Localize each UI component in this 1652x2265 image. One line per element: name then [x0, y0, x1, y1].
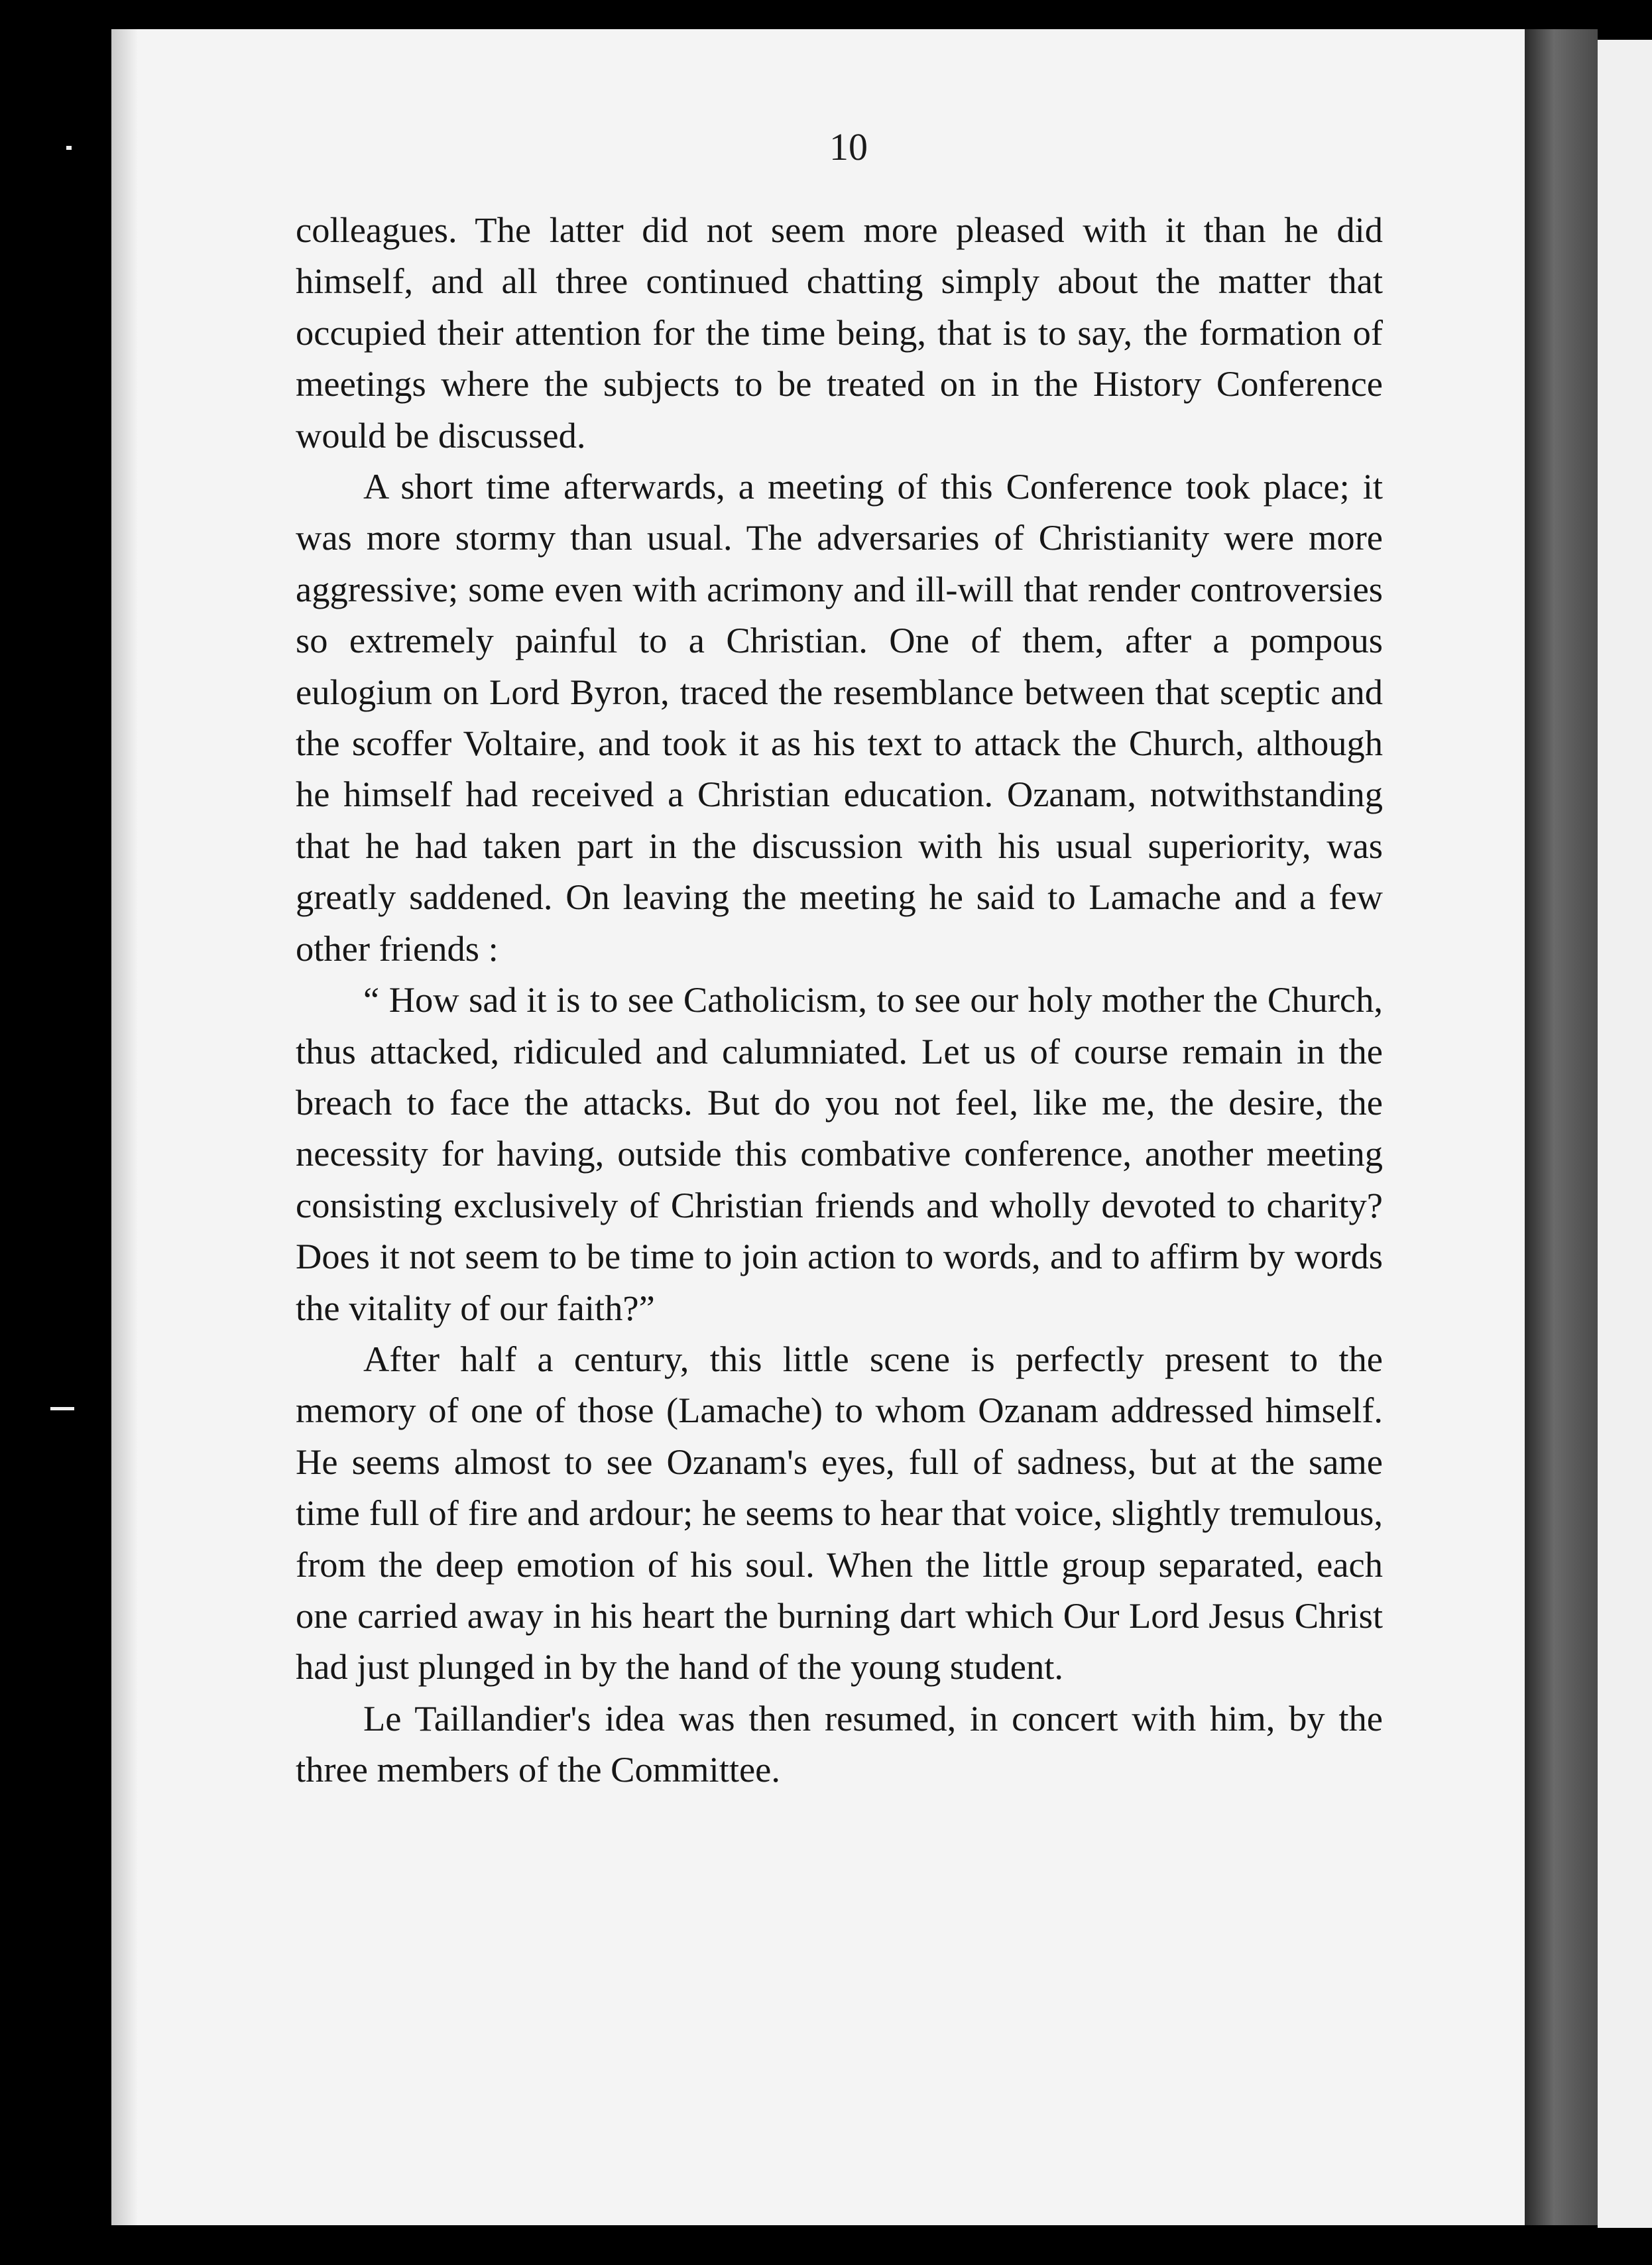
paragraph: “ How sad it is to see Catholicism, to see our holy mother the Church, thus attacked, ridiculed and calumniated. Let us of course remain in the breach to face the attacks. But do you not feel, like me, the desire, the necessity for having, outside this combative conference, another meeting consisting exclusively of Christian friends and wholly devoted to charity? Does it not seem to be time to join action to words, and to affirm by words the vitality of our faith?” [296, 979, 1383, 1328]
body-text [296, 204, 1383, 1796]
scan-speck [1603, 487, 1607, 491]
page-number: 10 [829, 125, 868, 168]
paragraph: Le Taillandier's idea was then resumed, in concert with him, by the three members of the Committee. [296, 1697, 1383, 1790]
paragraph: colleagues. The latter did not seem more pleased with it than he did himself, and all three continued chatting simply about the matter that occupied their attention for the time being, that is to say, the formation of meetings where the subjects to be treated on in the History Conference would be discussed. [296, 210, 1383, 456]
paragraph: A short time afterwards, a meeting of this Conference took place; it was more stormy than usual. The adversaries of Christianity were more aggressive; some even with acrimony and ill-will that render controversies so extremely painful to a Christian. One of them, after a pompous eulogium on Lord Byron, traced the resemblance between that sceptic and the scoffer Voltaire, and took it as his text to attack the Church, although he himself had received a Christian education. Ozanam, notwithstanding that he had taken part in the discussion with his usual superiority, was greatly saddened. On leaving the meeting he said to Lamache and a few other friends : [296, 466, 1383, 969]
book-binding [1525, 29, 1598, 2225]
paragraph: After half a century, this little scene is perfectly present to the memory of one of those (Lamache) to whom Ozanam addressed himself. He seems almost to see Ozanam's eyes, full of sadness, but at the same time full of fire and ardour; he seems to hear that voice, slightly tremulous, from the deep emotion of his soul. When the little group separated, each one carried away in his heart the burning dart which Our Lord Jesus Christ had just plunged in by the hand of the young student. [296, 1338, 1383, 1687]
page-edge-shadow [111, 29, 138, 2225]
adjacent-page-edge [1598, 40, 1652, 2228]
scan-speck [50, 1407, 74, 1410]
